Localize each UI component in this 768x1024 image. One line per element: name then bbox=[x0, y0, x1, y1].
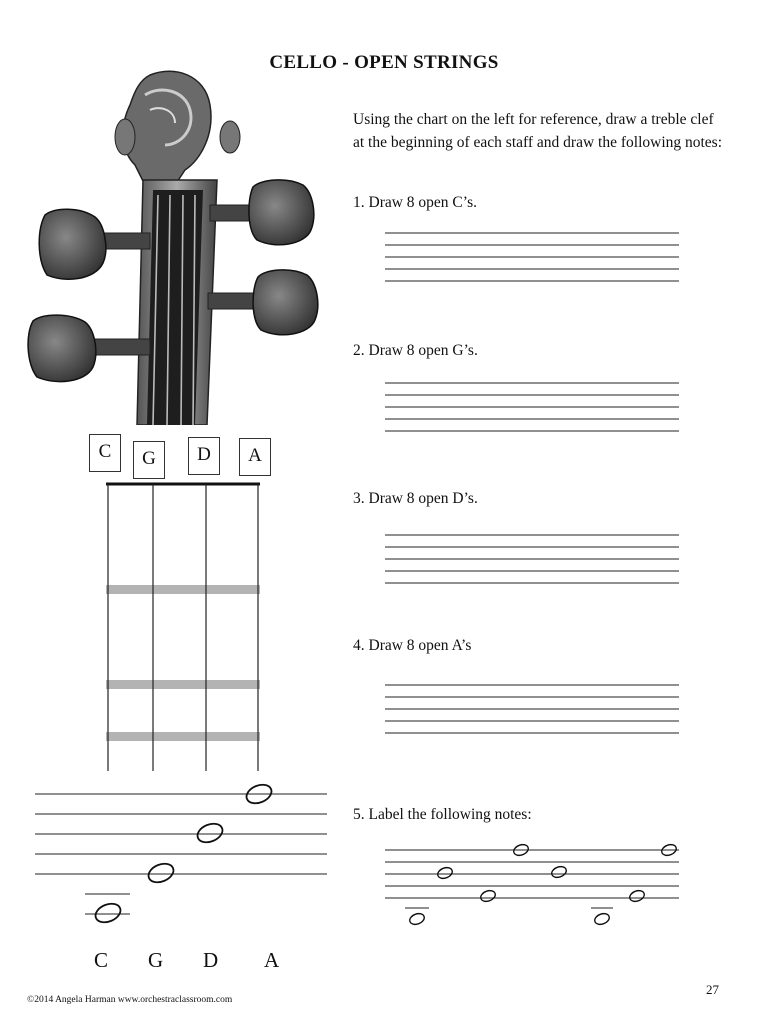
exercise-note[interactable] bbox=[436, 866, 454, 881]
blank-staff-2[interactable] bbox=[383, 378, 683, 434]
instructions-paragraph: Using the chart on the left for reference, draw a treble clef at the beginning of each staff and draw the following notes: bbox=[353, 111, 723, 151]
page-number: 27 bbox=[706, 982, 719, 997]
tuning-peg-icon bbox=[208, 270, 318, 335]
note-label-a: A bbox=[264, 948, 280, 972]
question-4-label: 4. Draw 8 open A’s bbox=[353, 637, 472, 654]
finger-marker-bar bbox=[106, 680, 260, 689]
question-2-label: 2. Draw 8 open G’s. bbox=[353, 342, 478, 359]
reference-staff bbox=[30, 778, 330, 928]
blank-staff-4[interactable] bbox=[383, 680, 683, 736]
blank-staff-3[interactable] bbox=[383, 530, 683, 586]
string-box-g: G bbox=[133, 441, 165, 479]
string-box-d: D bbox=[188, 437, 220, 475]
exercise-note[interactable] bbox=[408, 912, 426, 927]
question-3-label: 3. Draw 8 open D’s. bbox=[353, 490, 478, 507]
question-5-label: 5. Label the following notes: bbox=[353, 806, 532, 823]
tuning-peg-icon bbox=[210, 180, 314, 245]
exercise-note[interactable] bbox=[550, 865, 568, 880]
fingerboard-chart bbox=[100, 478, 270, 774]
question-1-label: 1. Draw 8 open C’s. bbox=[353, 194, 477, 211]
note-label-g: G bbox=[148, 948, 164, 972]
blank-staff-1[interactable] bbox=[383, 228, 683, 284]
note-label-c: C bbox=[94, 948, 109, 972]
copyright-footer: ©2014 Angela Harman www.orchestraclassroom.com bbox=[27, 995, 233, 1005]
label-notes-staff bbox=[383, 840, 683, 930]
scroll-icon bbox=[115, 71, 240, 185]
exercise-note[interactable] bbox=[628, 889, 646, 904]
note-c bbox=[93, 900, 123, 926]
note-g bbox=[146, 860, 176, 886]
note-label-d: D bbox=[203, 948, 219, 972]
note-d bbox=[195, 820, 225, 846]
string-box-c: C bbox=[89, 434, 121, 472]
tuning-peg-icon bbox=[28, 315, 150, 381]
finger-marker-bar bbox=[106, 732, 260, 741]
string-box-a: A bbox=[239, 438, 271, 476]
cello-scroll-illustration bbox=[25, 65, 345, 425]
page-title: CELLO - OPEN STRINGS bbox=[269, 52, 499, 73]
finger-marker-bar bbox=[106, 585, 260, 594]
tuning-peg-icon bbox=[39, 209, 150, 279]
exercise-note[interactable] bbox=[479, 889, 497, 904]
exercise-note[interactable] bbox=[593, 912, 611, 927]
